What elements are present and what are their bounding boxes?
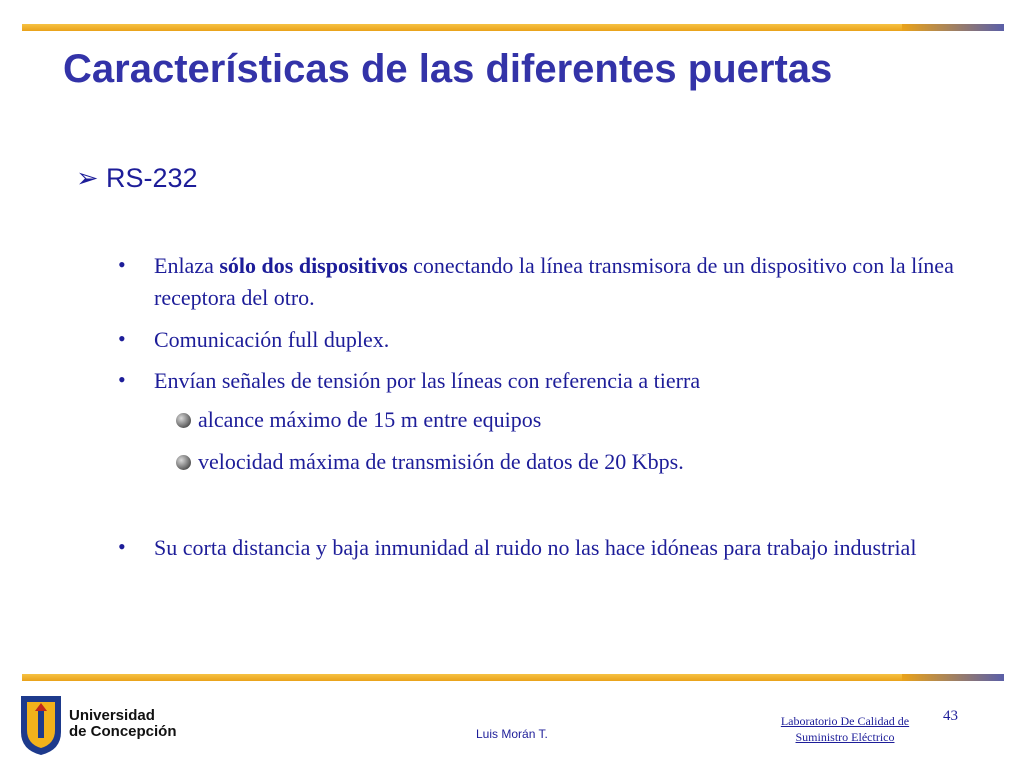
- subbullet-text: velocidad máxima de transmisión de datos de 20 Kbps.: [198, 449, 684, 474]
- page-number: 43: [943, 708, 958, 724]
- subbullet-text: alcance máximo de 15 m entre equipos: [198, 407, 542, 432]
- top-divider-bar: [22, 24, 1004, 31]
- bullet-1-bold: sólo dos dispositivos: [219, 253, 408, 278]
- bullet-1-prefix: Enlaza: [154, 253, 220, 278]
- sphere-bullet-icon: [176, 413, 191, 428]
- bullet-item-1: [154, 250, 954, 314]
- bullet-item-4: Su corta distancia y baja inmunidad al ruido no las hace idóneas para trabajo industrial: [154, 535, 917, 560]
- heading-text: RS-232: [106, 163, 198, 193]
- subbullet-item-2: [176, 449, 684, 475]
- slide-title: Características de las diferentes puertas: [63, 47, 833, 91]
- bullet-marker: •: [118, 326, 126, 351]
- bullet-marker: •: [118, 252, 126, 277]
- logo-line-2: de Concepción: [69, 723, 177, 740]
- bullet-marker: •: [118, 534, 126, 559]
- university-logo: [17, 694, 177, 756]
- arrow-bullet-icon: ➢: [76, 163, 99, 193]
- bullet-item-2: Comunicación full duplex.: [154, 327, 390, 352]
- sphere-bullet-icon: [176, 455, 191, 470]
- bottom-divider-bar: [22, 674, 1004, 681]
- bullet-item-3: Envían señales de tensión por las líneas con referencia a tierra: [154, 368, 701, 393]
- bullet-1-suffix: conectando la línea transmisora de un dispositivo con la línea receptora del otro.: [154, 253, 954, 310]
- lab-line-2: Suministro Eléctrico: [795, 730, 895, 744]
- heading-rs232: [76, 163, 198, 194]
- subbullet-item-1: [176, 407, 541, 433]
- bullet-marker: •: [118, 367, 126, 392]
- footer-lab-name: [760, 713, 930, 745]
- logo-line-1: Universidad: [69, 707, 155, 724]
- lab-line-1: Laboratorio De Calidad de: [780, 714, 910, 728]
- footer-author: Luis Morán T.: [476, 727, 548, 741]
